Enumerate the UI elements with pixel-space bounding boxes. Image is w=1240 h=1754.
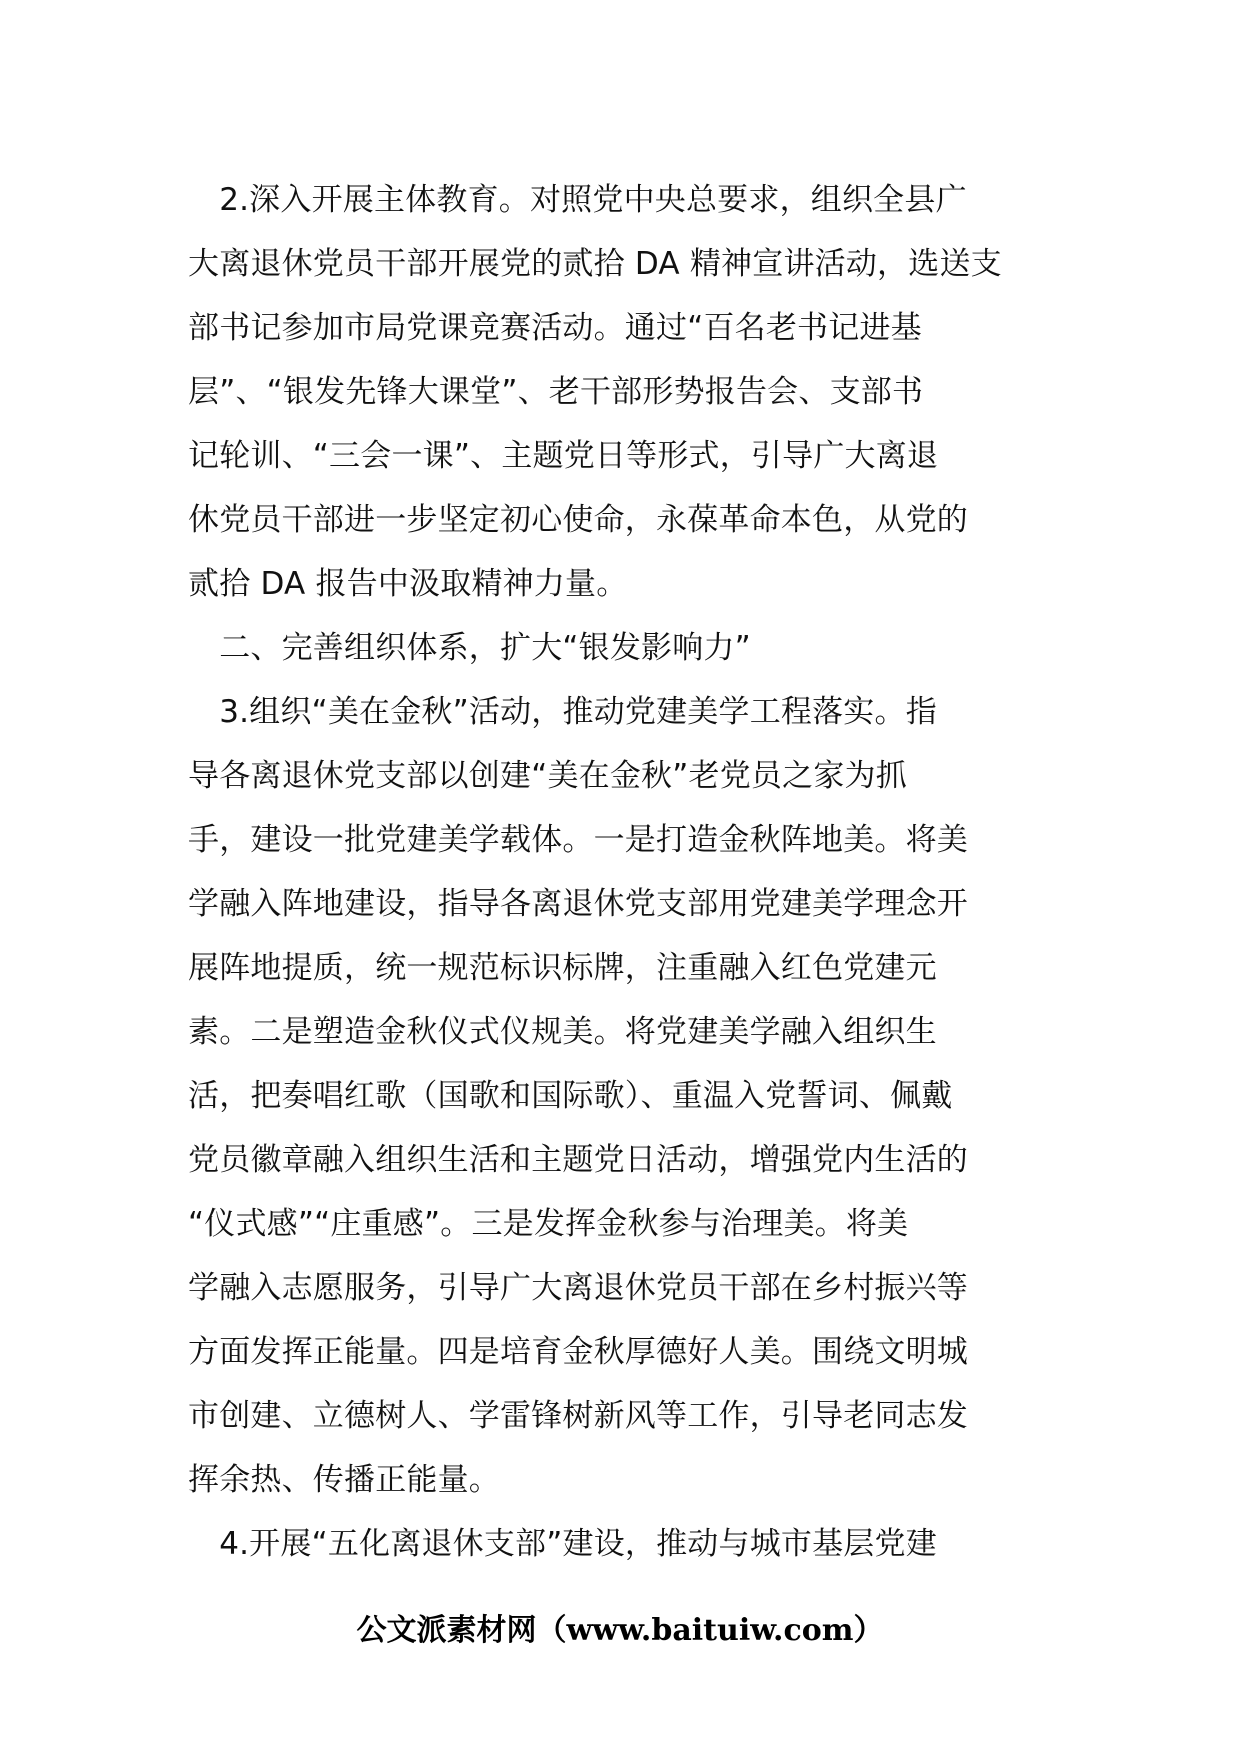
text-line: 3.组织“美在金秋”活动，推动党建美学工程落实。指 [188, 694, 937, 730]
text-line: 2.深入开展主体教育。对照党中央总要求，组织全县广 [188, 182, 967, 218]
text-line: “仪式感”“庄重感”。三是发挥金秋参与治理美。将美 [188, 1206, 909, 1242]
text-line: 学融入志愿服务，引导广大离退休党员干部在乡村振兴等 [188, 1270, 968, 1306]
text-line: 层”、“银发先锋大课堂”、老干部形势报告会、支部书 [188, 374, 924, 410]
text-line: 记轮训、“三会一课”、主题党日等形式，引导广大离退 [188, 438, 939, 474]
text-line: 休党员干部进一步坚定初心使命，永葆革命本色，从党的 [188, 502, 968, 538]
text-line: 活，把奏唱红歌（国歌和国际歌）、重温入党誓词、佩戴 [188, 1078, 953, 1114]
text-line: 党员徽章融入组织生活和主题党日活动，增强党内生活的 [188, 1142, 968, 1178]
text-line: 大离退休党员干部开展党的贰拾 DA 精神宣讲活动，选送支 [188, 246, 1002, 282]
text-line: 部书记参加市局党课竞赛活动。通过“百名老书记进基 [188, 310, 922, 346]
text-line: 导各离退休党支部以创建“美在金秋”老党员之家为抓 [188, 758, 907, 794]
text-line: 挥余热、传播正能量。 [188, 1462, 500, 1498]
text-line: 方面发挥正能量。四是培育金秋厚德好人美。围绕文明城 [188, 1334, 968, 1370]
section-heading: 二、完善组织体系，扩大“银发影响力” [188, 630, 751, 666]
text-line: 贰拾 DA 报告中汲取精神力量。 [188, 566, 628, 602]
footer-watermark: 公文派素材网（www.baituiw.com） [356, 1613, 884, 1648]
text-line: 素。二是塑造金秋仪式仪规美。将党建美学融入组织生 [188, 1014, 937, 1050]
text-line: 市创建、立德树人、学雷锋树新风等工作，引导老同志发 [188, 1398, 968, 1434]
text-line: 展阵地提质，统一规范标识标牌，注重融入红色党建元 [188, 950, 937, 986]
text-line: 4.开展“五化离退休支部”建设，推动与城市基层党建 [188, 1526, 937, 1562]
text-line: 学融入阵地建设，指导各离退休党支部用党建美学理念开 [188, 886, 968, 922]
text-line: 手，建设一批党建美学载体。一是打造金秋阵地美。将美 [188, 822, 968, 858]
document-body [188, 168, 1060, 1576]
